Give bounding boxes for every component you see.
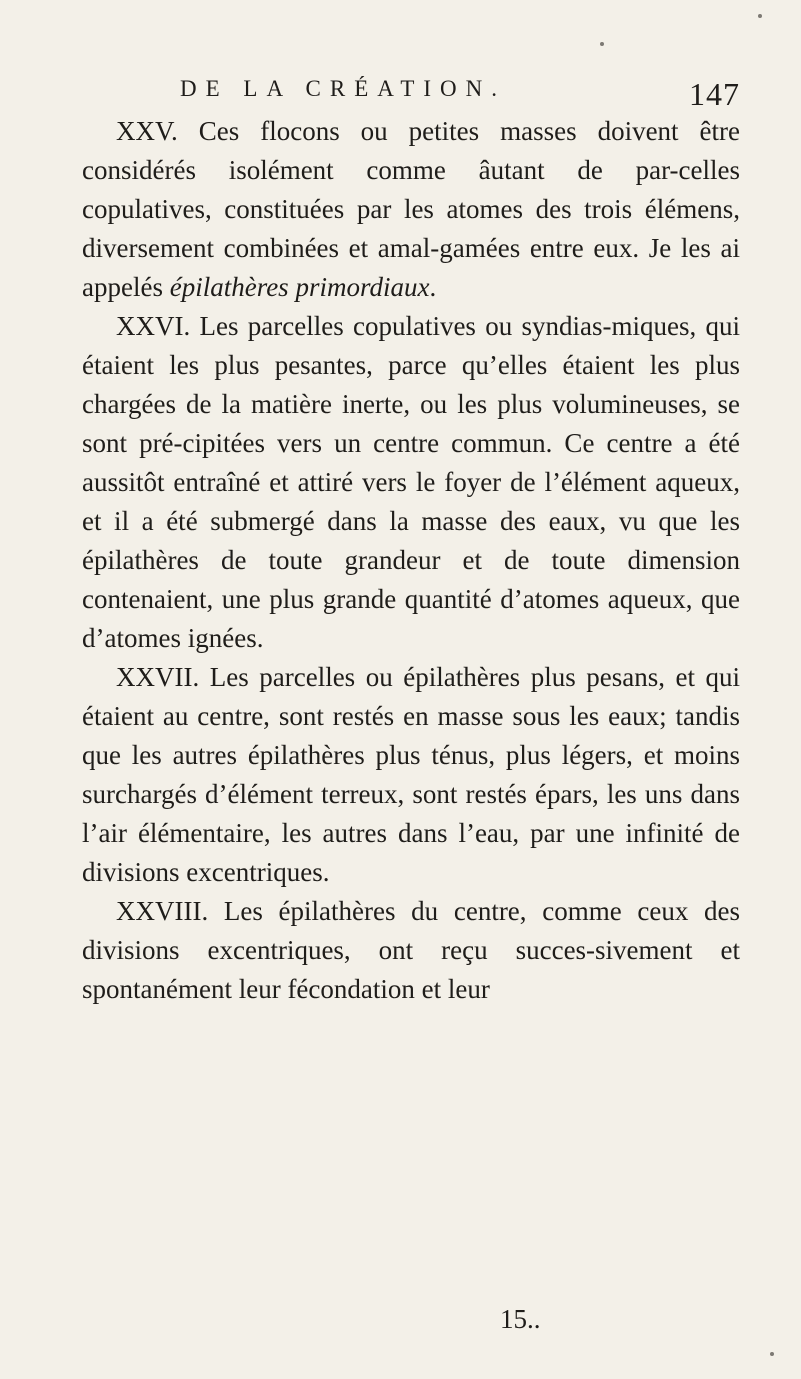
body-text <box>82 112 740 1009</box>
paragraph-text: XXVII. Les parcelles ou épilathères plus pesans, et qui étaient au centre, sont restés en masse sous les eaux; tandis que les autres épilathères plus ténus, plus légers, et moins surchargés d’élément terreux, sont restés épars, les uns dans l’air élémentaire, les autres dans l’eau, par une infinité de divisions excentriques. <box>82 662 740 887</box>
paper-speck <box>770 1352 774 1356</box>
paper-speck <box>600 42 604 46</box>
catchword: 15.. <box>500 1304 541 1334</box>
paragraph-xxv <box>82 112 740 307</box>
paragraph-text: . <box>429 272 437 302</box>
paragraph-xxvii <box>82 658 740 892</box>
paper-speck <box>758 14 762 18</box>
paragraph-xxviii <box>82 892 740 1009</box>
paragraph-text: XXVIII. Les épilathères du centre, comme ceux des divisions excentriques, ont reçu succes-sivement et spontanément leur fécondation et leur <box>82 896 740 1004</box>
italic-term: épilathères primordiaux <box>169 272 430 302</box>
paragraph-text: XXVI. Les parcelles copulatives ou syndias-miques, qui étaient les plus pesantes, parce qu’elles étaient les plus chargées de la matière inerte, ou les plus volumineuses, se sont pré-cipitées vers un centre commun. Ce centre a été aussitôt entraîné et attiré vers le foyer de l’élément aqueux, et il a été submergé dans la masse des eaux, vu que les épilathères de toute grandeur et de toute dimension contenaient, une plus grande quantité d’atomes aqueux, que d’atomes ignées. <box>82 311 740 653</box>
paragraph-text: XXV. Ces flocons ou petites masses doivent être considérés isolément comme âutant de par-celles copulatives, constituées par les atomes des trois élémens, diversement combinées et amal-gamées entre eux. Je les ai appelés <box>82 116 740 302</box>
running-title: DE LA CRÉATION. <box>180 76 507 101</box>
page-number: 147 <box>689 76 740 112</box>
paragraph-xxvi <box>82 307 740 658</box>
